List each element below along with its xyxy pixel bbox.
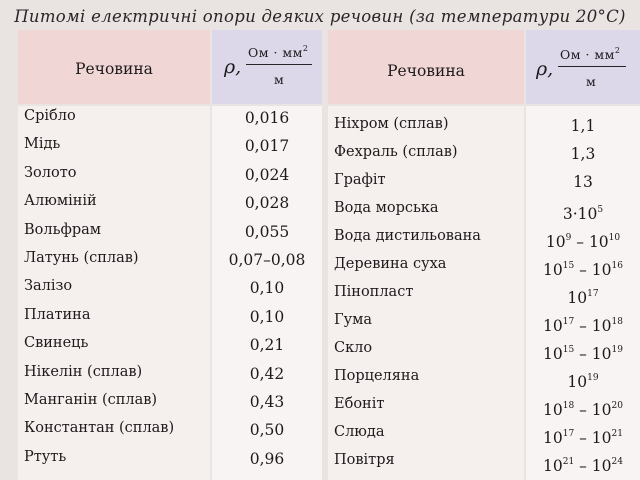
table-caption: Питомі електричні опори деяких речовин (за температури 20°С)	[14, 7, 626, 26]
substance-name: Свинець	[24, 335, 89, 352]
substance-name: Константан (сплав)	[24, 420, 175, 437]
substance-name: Золото	[24, 164, 77, 181]
unit-numerator: Ом · $мм^2$	[248, 44, 309, 60]
resistivity-value: $10^{19}$	[567, 373, 599, 391]
substance-name: Нікелін (сплав)	[24, 363, 143, 380]
unit-denominator: м	[586, 74, 596, 89]
substance-name: Алюміній	[24, 193, 97, 210]
substance-name: Скло	[334, 340, 373, 356]
resistivity-value: 0,016	[244, 109, 290, 127]
resistivity-value: 0,96	[249, 449, 285, 468]
substance-name: Платина	[24, 306, 91, 323]
substance-name: Ебоніт	[334, 396, 385, 412]
resistivity-value: 0,21	[249, 336, 285, 355]
substance-name: Вода дистильована	[334, 228, 481, 244]
resistivity-value: $10^9 - 10^{10}$	[545, 233, 621, 251]
resistivity-value: $10^{18} - 10^{20}$	[543, 401, 623, 419]
substance-name: Залізо	[24, 278, 73, 295]
substance-name: Фехраль (сплав)	[334, 144, 458, 160]
resistivity-value: 13	[573, 173, 593, 191]
resistivity-value: $10^{15} - 10^{19}$	[543, 345, 623, 363]
substance-name: Вода морська	[334, 200, 439, 216]
substance-name: Гума	[334, 312, 373, 328]
right-table	[328, 30, 640, 480]
resistivity-value: 0,055	[244, 222, 290, 241]
substance-name: Латунь (сплав)	[24, 250, 139, 266]
resistivity-value: 0,024	[244, 165, 290, 184]
substance-name: Мідь	[24, 136, 61, 153]
right-header-resistivity	[526, 30, 640, 104]
fraction-line	[558, 66, 626, 67]
left-header-substance	[18, 30, 210, 104]
substance-name: Манганін (сплав)	[24, 392, 158, 408]
resistivity-value: $10^{17} - 10^{21}$	[543, 429, 623, 447]
resistivity-value: 1,3	[570, 145, 596, 163]
substance-name: Пінопласт	[334, 284, 414, 300]
resistivity-value: 0,42	[249, 364, 285, 383]
resistivity-value: 1,1	[570, 117, 596, 135]
substance-name: Повітря	[334, 452, 395, 468]
rho-symbol: ρ,	[224, 56, 242, 78]
resistivity-value: 0,43	[249, 393, 285, 411]
right-substance-label: Речовина	[387, 62, 465, 80]
substance-name: Срібло	[24, 108, 76, 124]
substance-name: Вольфрам	[24, 221, 102, 238]
unit-denominator: м	[274, 72, 284, 87]
substance-name: Графіт	[334, 172, 386, 188]
fraction-line	[246, 64, 312, 65]
left-table	[18, 30, 322, 480]
resistivity-value: $10^{15} - 10^{16}$	[543, 261, 623, 279]
left-substance-label: Речовина	[75, 60, 153, 78]
substance-name: Деревина суха	[334, 256, 447, 272]
resistivity-value: 0,028	[244, 194, 290, 213]
right-header-substance	[328, 30, 524, 104]
substance-name: Слюда	[334, 424, 385, 440]
substance-name: Ніхром (сплав)	[334, 116, 449, 132]
resistivity-value: $3\cdot 10^5$	[562, 205, 604, 223]
substance-name: Ртуть	[24, 448, 67, 465]
resistivity-value: 0,10	[249, 279, 285, 298]
resistivity-value: $10^{17}$	[567, 289, 599, 307]
resistivity-value: $10^{17} - 10^{18}$	[543, 317, 623, 335]
left-header-resistivity	[212, 30, 322, 104]
resistivity-value: $10^{21} - 10^{24}$	[543, 457, 623, 475]
rho-symbol: ρ,	[536, 58, 554, 80]
substance-name: Порцеляна	[334, 368, 420, 384]
unit-numerator: Ом · $мм^2$	[560, 46, 621, 62]
resistivity-value: 0,10	[249, 307, 285, 326]
resistivity-value: 0,50	[249, 421, 285, 440]
resistivity-value: 0,07–0,08	[228, 251, 306, 269]
resistivity-value: 0,017	[244, 137, 290, 156]
